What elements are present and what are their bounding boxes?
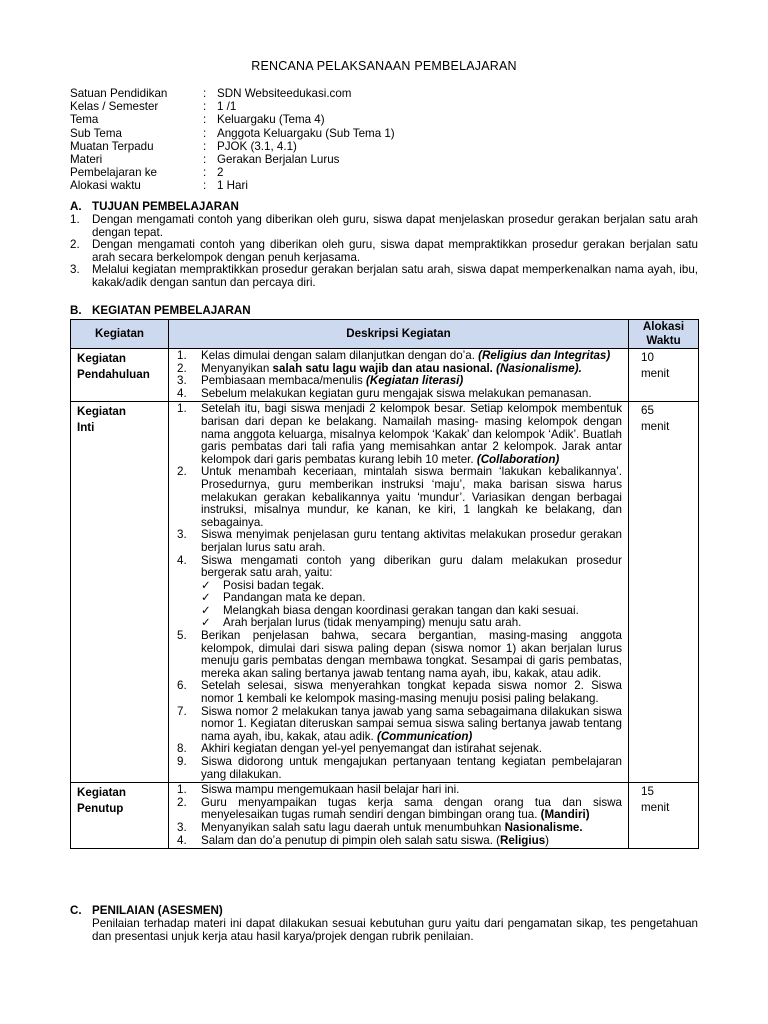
activity-name-line2: Penutup: [77, 802, 124, 816]
step-number: 2.: [177, 465, 187, 479]
activity-name: [71, 402, 169, 783]
activity-row: [71, 402, 699, 783]
check-icon: ✓: [201, 603, 211, 617]
time-unit: menit: [641, 801, 670, 815]
step-text-bold: Nasionalisme.: [504, 820, 583, 834]
identity-colon: :: [203, 166, 207, 180]
step-text-value-label: (Nasionalisme).: [496, 361, 582, 375]
step-text: [201, 555, 622, 580]
activity-step: [173, 835, 622, 848]
activity-step: [173, 555, 622, 580]
section-b-letter: B.: [70, 304, 82, 317]
objective-text: Dengan mengamati contoh yang diberikan oleh guru, siswa dapat mempraktikkan prosedur gerakan berjalan satu arah secara berkelompok dengan penuh kerjasama.: [92, 238, 698, 264]
time-value: 10: [641, 351, 654, 364]
activities-table: [70, 319, 699, 849]
section-c-letter: C.: [70, 904, 82, 917]
time-value: 65: [641, 404, 654, 418]
step-number: 4.: [177, 833, 187, 847]
objectives-list: [70, 214, 698, 290]
step-text-main: Menyanyikan: [201, 361, 273, 375]
checklist-text: Melangkah biasa dengan koordinasi gerakan tangan dan kaki sesuai.: [223, 603, 579, 617]
header-deskripsi: Deskripsi Kegiatan: [169, 320, 629, 349]
step-number: 1.: [177, 783, 187, 797]
time-unit: menit: [641, 367, 670, 380]
checklist-text: Posisi badan tegak.: [223, 578, 325, 592]
activity-step: [173, 466, 622, 529]
check-icon: ✓: [201, 616, 211, 630]
identity-label: Materi: [70, 152, 103, 166]
activity-description: [169, 349, 629, 402]
identity-colon: :: [203, 139, 207, 153]
step-text: [201, 630, 622, 680]
assessment-text: Penilaian terhadap materi ini dapat dilakukan sesuai kebutuhan guru yaitu dari pengamatan sikap, tes pengetahuan dan presentasi unjuk kerja atau hasil karya/projek dengan rubrik penilaian.: [92, 917, 698, 943]
step-text-main: Akhiri kegiatan dengan yel-yel penyemangat dan istirahat sejenak.: [201, 742, 542, 756]
step-text-main: Kelas dimulai dengan salam dilanjutkan dengan do’a.: [201, 349, 479, 362]
section-a-letter: A.: [70, 200, 82, 213]
step-text: [201, 680, 622, 705]
step-text-main: Siswa didorong untuk mengajukan pertanyaan tentang kegiatan pembelajaran yang dilakukan.: [201, 755, 622, 781]
activity-name-line2: Inti: [77, 421, 95, 435]
step-number: 1.: [177, 349, 187, 362]
identity-label: Muatan Terpadu: [70, 139, 154, 153]
checklist-item: [173, 592, 622, 605]
checklist-text: Arah berjalan lurus (tidak menyamping) menuju satu arah.: [223, 616, 522, 630]
section-b-title: KEGIATAN PEMBELAJARAN: [92, 304, 251, 317]
step-text-main: Pembiasaan membaca/menulis: [201, 374, 366, 388]
step-text-main: Siswa menyimak penjelasan guru tentang aktivitas melakukan prosedur gerakan berjalan lurus satu arah.: [201, 528, 622, 554]
identity-value: Anggota Keluargaku (Sub Tema 1): [217, 126, 395, 140]
step-text: [201, 403, 622, 466]
objective-item: [70, 264, 698, 289]
identity-colon: :: [203, 126, 207, 140]
step-number: 2.: [177, 795, 187, 809]
activity-name: [71, 349, 169, 402]
identity-value: Gerakan Berjalan Lurus: [217, 152, 340, 166]
step-number: 3.: [177, 374, 187, 388]
activity-time: [629, 349, 699, 402]
time-unit: menit: [641, 420, 670, 434]
objective-number: 1.: [70, 213, 80, 226]
objective-number: 3.: [70, 263, 80, 277]
step-text-value-label: (Collaboration): [476, 452, 560, 466]
activity-name-line2: Pendahuluan: [77, 368, 150, 381]
step-number: 8.: [177, 742, 187, 756]
step-text-main: Berikan penjelasan bahwa, secara bergantian, masing-masing anggota kelompok, dimulai dari siswa paling depan (siswa nomor 1) akan berjalan lurus menuju garis pembatas dengan membawa tongkat. Sesampai di garis pembatas, mereka akan saling bertanya jawab tentang nama ayah, ibu, kakak, atau adik.: [201, 629, 622, 680]
step-text-main: Siswa mampu mengemukaan hasil belajar hari ini.: [201, 783, 460, 797]
step-number: 6.: [177, 679, 187, 693]
identity-label: Pembelajaran ke: [70, 166, 158, 180]
identity-value: 2: [217, 166, 224, 180]
checklist-text: Pandangan mata ke depan.: [223, 591, 366, 605]
section-c-heading: [70, 905, 223, 918]
step-number: 1.: [177, 402, 187, 416]
identity-label: Satuan Pendidikan: [70, 87, 168, 100]
step-text-bold: (Mandiri): [540, 808, 590, 822]
header-alokasi-line1: Alokasi: [642, 320, 685, 333]
objective-text: Dengan mengamati contoh yang diberikan oleh guru, siswa dapat menjelaskan prosedur gerakan berjalan satu arah dengan tepat.: [92, 213, 698, 239]
step-number: 4.: [177, 553, 187, 567]
identity-block: [70, 88, 395, 194]
step-number: 2.: [177, 361, 187, 375]
step-text-value-label: (Kegiatan literasi): [365, 374, 464, 388]
step-text: [201, 797, 622, 822]
step-number: 7.: [177, 704, 187, 718]
identity-label: Sub Tema: [70, 126, 122, 140]
section-c-title: PENILAIAN (ASESMEN): [92, 904, 223, 917]
step-text-main: Setelah selesai, siswa menyerahkan tongkat kepada siswa nomor 2. Siswa nomor 1 kembali ke kelompok masing-masing menuju posisi paling belakang.: [201, 679, 622, 706]
objective-item: [70, 214, 698, 239]
time-value: 15: [641, 785, 654, 799]
identity-row: [70, 114, 395, 127]
identity-value: Keluargaku (Tema 4): [217, 113, 325, 127]
step-text-bold: salah satu lagu wajib dan atau nasional.: [272, 361, 497, 375]
activity-description: [169, 402, 629, 783]
activity-step: [173, 680, 622, 705]
activity-name: [71, 783, 169, 849]
identity-value: PJOK (3.1, 4.1): [217, 139, 297, 153]
step-text-value-label: (Communication): [376, 729, 473, 743]
activity-name-line1: Kegiatan: [77, 352, 126, 365]
identity-label: Kelas / Semester: [70, 100, 159, 114]
section-a-heading: [70, 201, 239, 214]
step-text-main: Sebelum melakukan kegiatan guru mengajak siswa melakukan pemanasan.: [201, 386, 592, 400]
activity-row: [71, 349, 699, 402]
activity-description: [169, 783, 629, 849]
identity-row: [70, 180, 395, 193]
activity-step: [173, 756, 622, 781]
section-a-title: TUJUAN PEMBELAJARAN: [92, 200, 239, 213]
identity-colon: :: [203, 87, 207, 100]
activity-step: [173, 797, 622, 822]
step-number: 5.: [177, 629, 187, 643]
activity-step: [173, 529, 622, 554]
identity-value: 1 /1: [217, 100, 237, 114]
step-text-value-label: (Religius dan Integritas): [478, 349, 611, 362]
header-alokasi: [629, 320, 699, 349]
step-text-main: Siswa nomor 2 melakukan tanya jawab yang sama sebagaimana dilakukan siswa nomor 1. Kegiatan diteruskan sampai semua siswa saling bertanya jawab tentang nama ayah, ibu, kakak, atau adik.: [201, 704, 622, 743]
step-text-main: Guru menyampaikan tugas kerja sama dengan orang tua dan siswa menyelesaikan tugas rumah sendiri dengan bimbingan orang tua.: [201, 795, 622, 822]
identity-value: SDN Websiteedukasi.com: [217, 87, 352, 100]
step-text-bold: Religius: [500, 833, 546, 847]
step-text: [201, 529, 622, 554]
activity-time: [629, 402, 699, 783]
page-title: RENCANA PELAKSANAAN PEMBELAJARAN: [251, 59, 517, 73]
step-number: 3.: [177, 820, 187, 834]
step-text-main: Siswa mengamati contoh yang diberikan guru dalam melakukan prosedur bergerak satu arah, yaitu:: [201, 553, 622, 580]
identity-colon: :: [203, 152, 207, 166]
check-icon: ✓: [201, 591, 211, 605]
table-header-row: [71, 320, 699, 349]
header-alokasi-line2: Waktu: [646, 334, 681, 347]
activity-row: [71, 783, 699, 849]
identity-colon: :: [203, 179, 207, 193]
activity-step: [173, 403, 622, 466]
step-number: 9.: [177, 755, 187, 768]
identity-row: [70, 141, 395, 154]
objective-number: 2.: [70, 238, 80, 252]
step-number: 3.: [177, 528, 187, 542]
objective-item: [70, 239, 698, 264]
identity-row: [70, 128, 395, 141]
identity-label: Alokasi waktu: [70, 179, 141, 193]
step-text: [201, 388, 622, 401]
step-number: 4.: [177, 386, 187, 400]
header-kegiatan: Kegiatan: [71, 320, 169, 349]
step-text: [201, 835, 622, 848]
activity-step: [173, 630, 622, 680]
activity-name-line1: Kegiatan: [77, 786, 126, 800]
check-icon: ✓: [201, 578, 211, 592]
identity-value: 1 Hari: [217, 179, 248, 193]
step-text-main: Menyanyikan salah satu lagu daerah untuk menumbuhkan: [201, 820, 505, 834]
identity-label: Tema: [70, 113, 99, 127]
step-text: [201, 756, 622, 781]
step-text-main: Untuk menambah keceriaan, mintalah siswa bermain ‘lakukan kebalikannya’. Prosedurnya, guru memberikan instruksi ‘maju’, maka barisan siswa harus melakukan gerakan kebalikannya yaitu ‘mundur’. Variasikan dengan berbagai instruksi, misalnya mundur, ke kanan, ke kiri, 1 langkah ke belakang, dan sebagainya.: [201, 465, 622, 529]
section-b-heading: [70, 305, 251, 318]
identity-colon: :: [203, 100, 207, 114]
activity-time: [629, 783, 699, 849]
step-text-main: Setelah itu, bagi siswa menjadi 2 kelompok besar. Setiap kelompok membentuk barisan dari depan ke belakang. Namailah masing- masing kelompok dengan nama anggota keluarga, misalnya kelompok ‘Kakak’ dan kelompok ‘Adik’. Buatlah garis pembatas dari tali rafia yang memisahkan antar 2 kelompok. Jarak antar kelompok dari garis pembatas kurang lebih 10 meter.: [201, 402, 622, 466]
activity-name-line1: Kegiatan: [77, 405, 126, 419]
step-text: [201, 466, 622, 529]
identity-colon: :: [203, 113, 207, 127]
step-text-main: Salam dan do’a penutup di pimpin oleh salah satu siswa. (: [201, 833, 501, 847]
step-text: [201, 706, 622, 744]
step-text-tail: ): [545, 833, 550, 847]
activity-step: [173, 388, 622, 401]
objective-text: Melalui kegiatan mempraktikkan prosedur gerakan berjalan satu arah, siswa dapat memperkenalkan nama ayah, ibu, kakak/adik dengan santun dan percaya diri.: [92, 263, 698, 289]
activity-step: [173, 706, 622, 744]
